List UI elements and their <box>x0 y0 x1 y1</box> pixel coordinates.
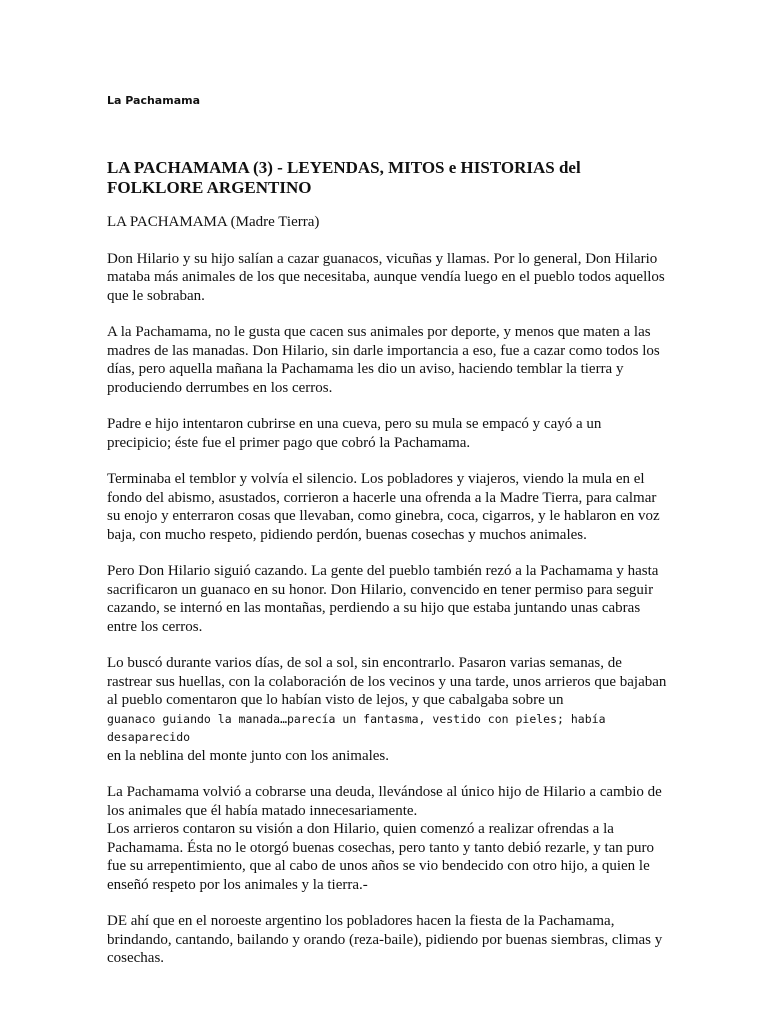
paragraph-8: Los arrieros contaron su visión a don Hilario, quien comenzó a realizar ofrendas a la Pachamama. Ésta no le otorgó buenas cosechas, pero tanto y tanto debió rezarle, y tan puro fue su arrepentimiento, que al cabo de unos años se vio bendecido con otro hijo, a quien le enseñó respeto por los animales y la tierra.- <box>107 821 655 893</box>
document-header-label: La Pachamama <box>107 94 200 107</box>
paragraph-6-part-3: en la neblina del monte junto con los animales. <box>107 747 390 764</box>
paragraph-4: Terminaba el temblor y volvía el silencio. Los pobladores y viajeros, viendo la mula en el fondo del abismo, asustados, corrieron a hacerle una ofrenda a la Madre Tierra, para calmar su enojo y enterraron cosas que llevaban, como ginebra, coca, cigarros, y le hablaron en voz baja, con mucho respeto, pidiendo perdón, buenas cosechas y muchos animales. <box>107 471 660 543</box>
paragraph-9: DE ahí que en el noroeste argentino los pobladores hacen la fiesta de la Pachamama, brindando, cantando, bailando y orando (reza-baile), pidiendo por buenas siembras, climas y cosechas. <box>107 913 663 966</box>
paragraph-6-part-2: guanaco guiando la manada…parecía un fantasma, vestido con pieles; había desaparecido <box>107 711 606 744</box>
paragraph-6 <box>107 654 667 765</box>
document-title: LA PACHAMAMA (3) - LEYENDAS, MITOS e HISTORIAS del FOLKLORE ARGENTINO <box>107 158 581 197</box>
paragraph-6-part-1: Lo buscó durante varios días, de sol a sol, sin encontrarlo. Pasaron varias semanas, de rastrear sus huellas, con la colaboración de los vecinos y una tarde, unos arrieros que bajaban al pueblo comentaron que lo habían visto de lejos, y que cabalgaba sobre un <box>107 655 667 708</box>
paragraph-7: La Pachamama volvió a cobrarse una deuda, llevándose al único hijo de Hilario a cambio de los animales que él había matado innecesariamente. <box>107 784 662 819</box>
paragraph-2: A la Pachamama, no le gusta que cacen sus animales por deporte, y menos que maten a las madres de las manadas. Don Hilario, sin darle importancia a eso, fue a cazar como todos los días, pero aquella mañana la Pachamama les dio un aviso, haciendo temblar la tierra y produciendo derrumbes en los cerros. <box>107 324 660 396</box>
document-subtitle: LA PACHAMAMA (Madre Tierra) <box>107 214 320 230</box>
paragraph-3: Padre e hijo intentaron cubrirse en una cueva, pero su mula se empacó y cayó a un precipicio; éste fue el primer pago que cobró la Pachamama. <box>107 416 602 451</box>
paragraph-5: Pero Don Hilario siguió cazando. La gente del pueblo también rezó a la Pachamama y hasta sacrificaron un guanaco en su honor. Don Hilario, convencido en tener permiso para seguir cazando, se internó en las montañas, perdiendo a su hijo que estaba juntando unas cabras entre los cerros. <box>107 563 659 635</box>
document-body <box>107 213 667 986</box>
paragraph-1: Don Hilario y su hijo salían a cazar guanacos, vicuñas y llamas. Por lo general, Don Hilario mataba más animales de los que necesitaba, aunque vendía luego en el pueblo todos aquellos que le sobraban. <box>107 250 665 304</box>
